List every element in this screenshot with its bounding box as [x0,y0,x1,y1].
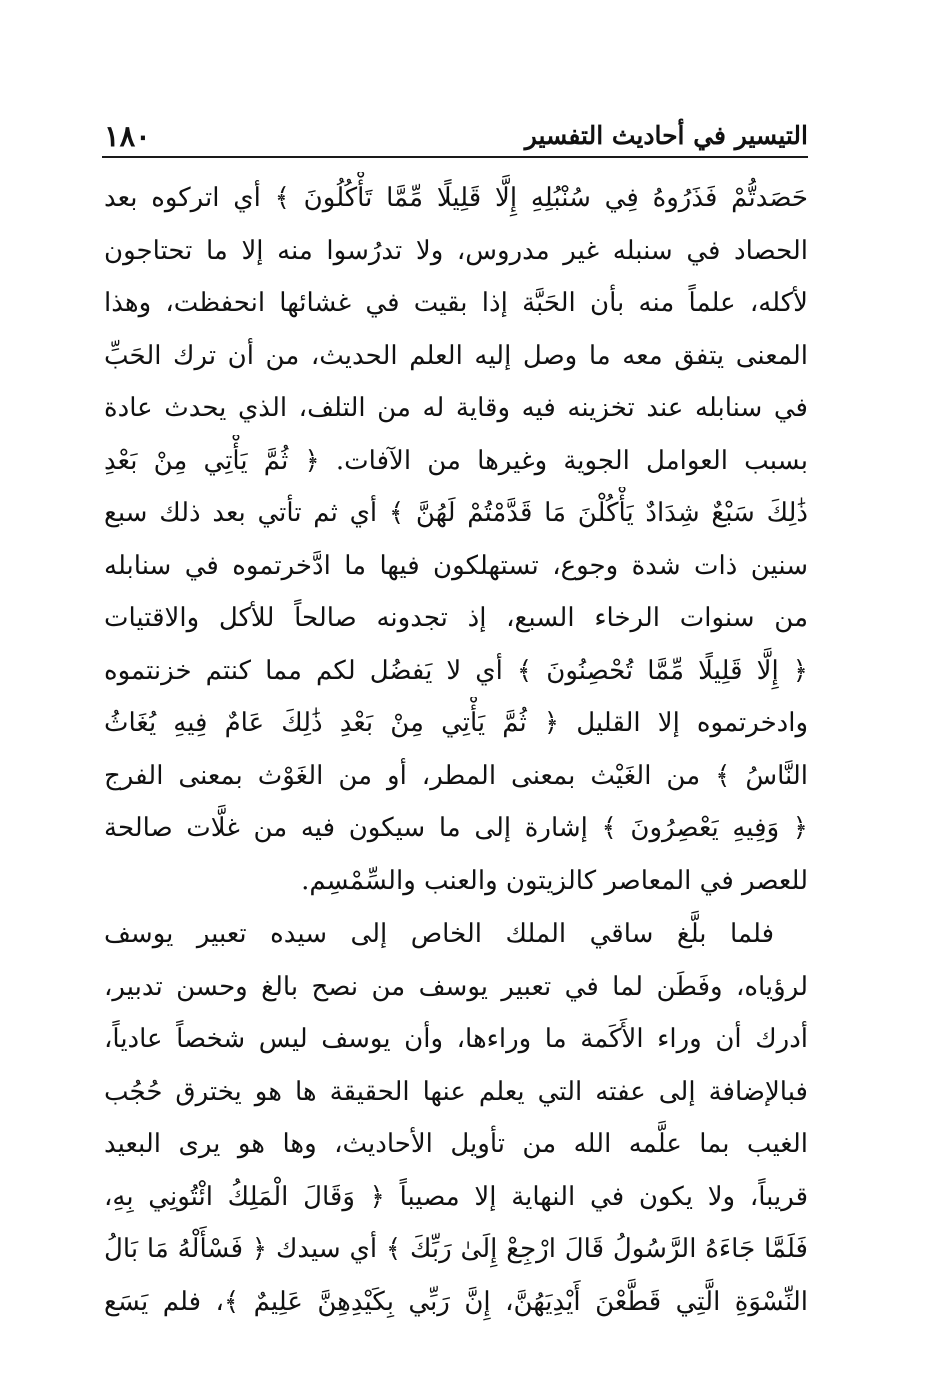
text-line: الغيب بما علَّمه الله من تأويل الأحاديث، وها هو يرى البعيد [104,1129,808,1159]
header-rule [102,156,808,158]
text-line: ذَٰلِكَ سَبْعٌ شِدَادٌ يَأْكُلْنَ مَا قَدَّمْتُمْ لَهُنَّ ﴾ أي ثم تأتي بعد ذلك سبع [104,498,808,528]
text-line: النَّاسُ ﴾ من الغَيْث بمعنى المطر، أو من الغَوْث بمعنى الفرج [104,760,808,791]
text-line: لرؤياه، وفَطَن لما في تعبير يوسف من نصح بالغ وحسن تدبير، [104,971,808,1002]
text-line: من سنوات الرخاء السبع، إذ تجدونه صالحاً للأكل والاقتيات [104,603,808,633]
paragraph-1 [104,172,808,907]
text-line: ﴿ وَفِيهِ يَعْصِرُونَ ﴾ إشارة إلى ما سيكون فيه من غلَّات صالحة [104,813,808,843]
text-line: في سنابله عند تخزينه فيه وقاية له من التلف، الذي يحدث عادة [104,393,808,423]
paragraph-2 [104,908,808,1328]
text-line: وادخرتموه إلا القليل ﴿ ثُمَّ يَأْتِي مِنْ بَعْدِ ذَٰلِكَ عَامٌ فِيهِ يُغَاثُ [104,708,808,738]
text-line: فلما بلَّغ ساقي الملك الخاص إلى سيده تعبير يوسف [104,919,774,949]
text-line: ﴿ إِلَّا قَلِيلًا مِّمَّا تُحْصِنُونَ ﴾ أي لا يَفضُل لكم مما كنتم خزنتموه [104,655,808,686]
text-line: لأكله، علماً منه بأن الحَبَّة إذا بقيت في غشائها انحفظت، وهذا [104,288,808,318]
text-line: حَصَدتُّمْ فَذَرُوهُ فِي سُنْبُلِهِ إِلَّا قَلِيلًا مِّمَّا تَأْكُلُونَ ﴾ أي اتركوه بعد [104,183,808,213]
text-line: أدرك أن وراء الأَكَمة ما وراءها، وأن يوسف ليس شخصاً عادياً، [104,1024,808,1054]
text-line: النِّسْوَةِ الَّتِي قَطَّعْنَ أَيْدِيَهُنَّ، إِنَّ رَبِّي بِكَيْدِهِنَّ عَلِيمٌ ﴾، فلم يَسَع [104,1286,808,1317]
running-title: التيسير في أحاديث التفسير [524,121,808,150]
page-number: ١٨٠ [104,119,151,153]
text-line: سنين ذات شدة وجوع، تستهلكون فيها ما ادَّخرتموه في سنابله [104,550,808,581]
text-line: الحصاد في سنبله غير مدروس، ولا تدرُسوا منه إلا ما تحتاجون [104,235,808,266]
text-line: قريباً، ولا يكون في النهاية إلا مصيباً ﴿ وَقَالَ الْمَلِكُ ائْتُونِي بِهِ، [104,1181,808,1212]
text-line: للعصر في المعاصر كالزيتون والعنب والسِّمْسِم. [301,865,808,896]
text-line: فَلَمَّا جَاءَهُ الرَّسُولُ قَالَ ارْجِعْ إِلَىٰ رَبِّكَ ﴾ أي سيدك ﴿ فَسْأَلْهُ مَا بَالُ [104,1234,808,1264]
text-line: فبالإضافة إلى عفته التي يعلم عنها الحقيقة ها هو يخترق حُجُب [104,1076,808,1107]
running-header [104,112,808,156]
text-line: المعنى يتفق معه ما وصل إليه العلم الحديث، من أن ترك الحَبِّ [104,340,808,371]
text-line: بسبب العوامل الجوية وغيرها من الآفات. ﴿ ثُمَّ يَأْتِي مِنْ بَعْدِ [104,445,808,476]
